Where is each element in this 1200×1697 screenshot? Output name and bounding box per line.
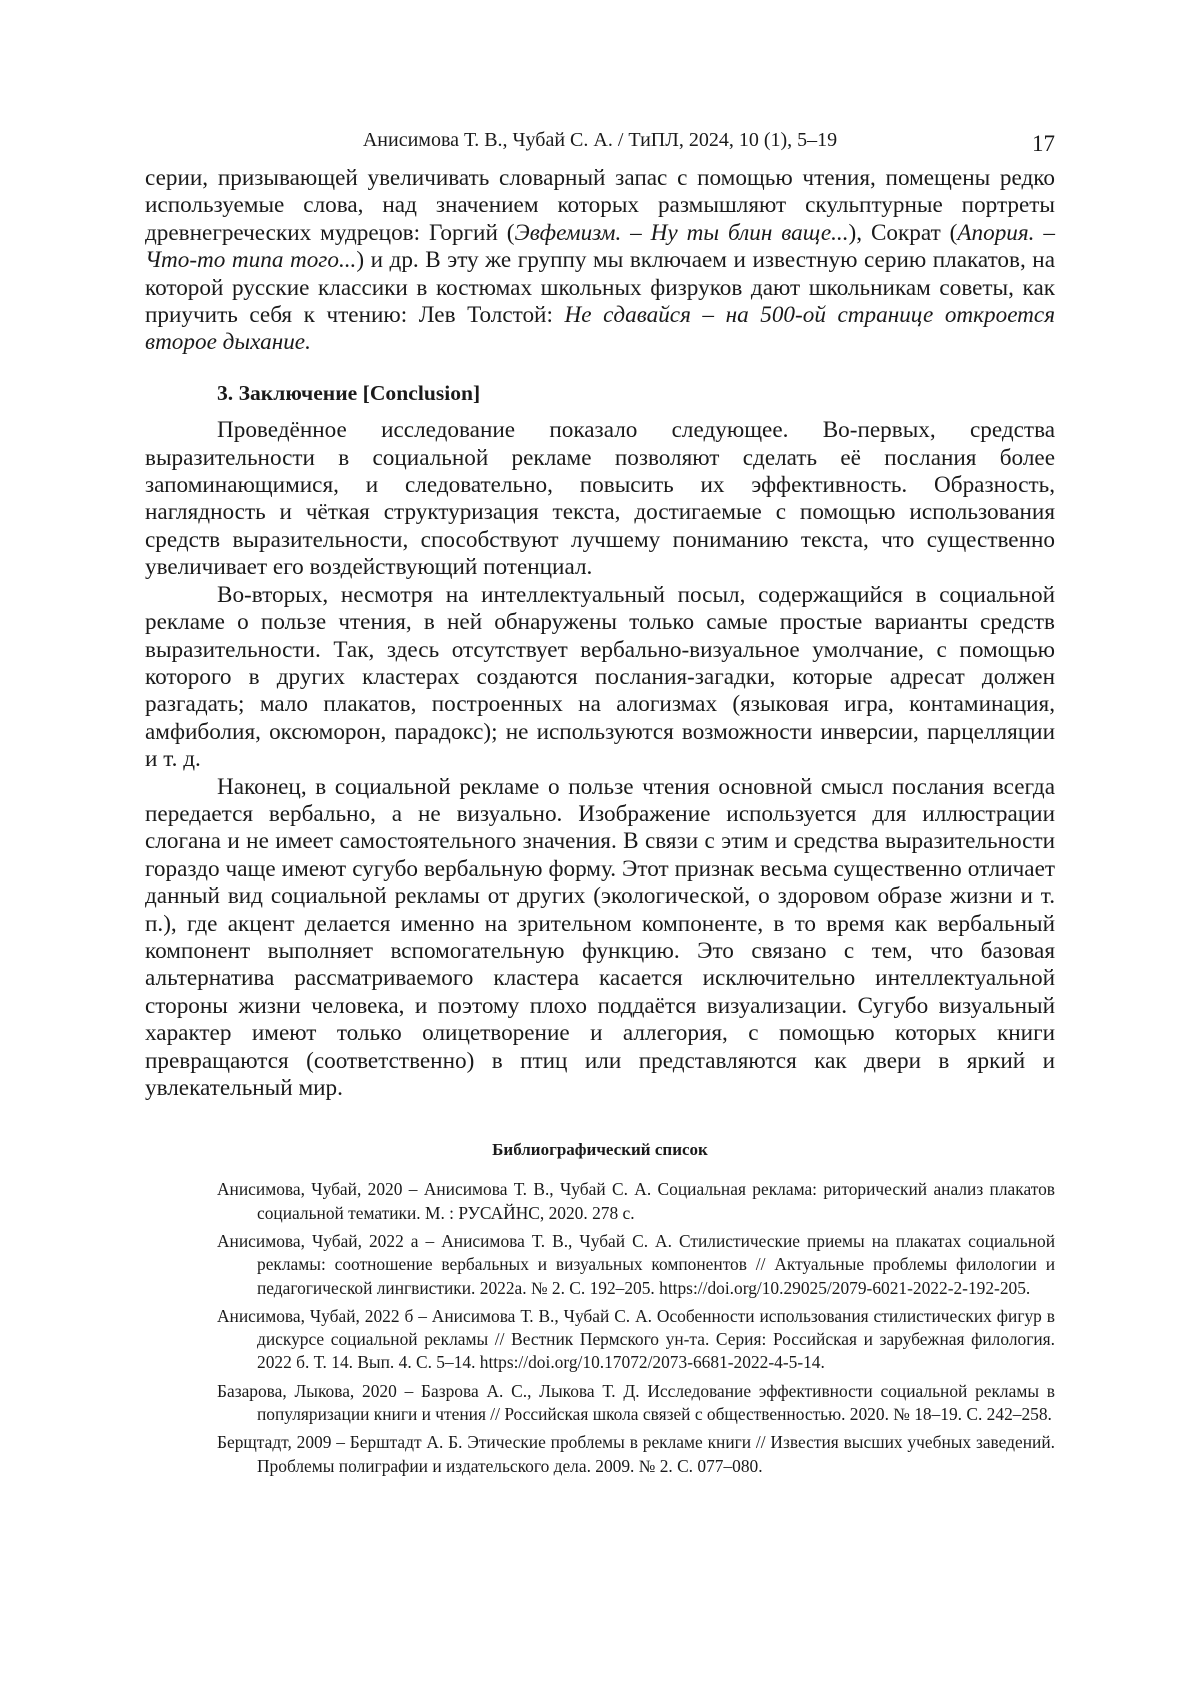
bibliography-heading: Библиографический список bbox=[145, 1140, 1055, 1160]
intro-italic-2: Апория. – Что-то типа того... bbox=[145, 220, 1055, 273]
intro-italic-1: Эвфемизм. – Ну ты блин ваще... bbox=[515, 220, 849, 246]
running-head bbox=[145, 125, 1055, 165]
reference-item: Анисимова, Чубай, 2022 а – Анисимова Т. В., Чубай С. А. Стилистические приемы на плакатах социальной рекламы: соотношение вербальных и визуальных компонентов // Актуальные проблемы филологии и педагогической лингвистики. 2022а. № 2. С. 192–205. https://doi.org/10.29025/2079-6021-2022-2-192-205. bbox=[217, 1230, 1055, 1300]
reference-item: Анисимова, Чубай, 2020 – Анисимова Т. В., Чубай С. А. Социальная реклама: риторический анализ плакатов социальной тематики. М. : РУСАЙНС, 2020. 278 с. bbox=[217, 1178, 1055, 1225]
conclusion-paragraph-1: Проведённое исследование показало следующее. Во-первых, средства выразительности в социальной рекламе позволяют сделать её послания более запоминающимися, и следовательно, повысить их эффективность. Образность, наглядность и чёткая структуризация текста, достигаемые с помощью использования средств выразительности, способствуют лучшему пониманию текста, что существенно увеличивает его воздействующий потенциал. bbox=[145, 417, 1055, 581]
running-title: Анисимова Т. В., Чубай С. А. / ТиПЛ, 2024, 10 (1), 5–19 bbox=[145, 129, 1055, 152]
reference-item: Берщтадт, 2009 – Берштадт А. Б. Этические проблемы в рекламе книги // Известия высших учебных заведений. Проблемы полиграфии и издательского дела. 2009. № 2. С. 077–080. bbox=[217, 1431, 1055, 1478]
reference-list bbox=[145, 1178, 1055, 1478]
conclusion-paragraph-2: Во-вторых, несмотря на интеллектуальный посыл, содержащийся в социальной рекламе о пользе чтения, в ней обнаружены только самые простые варианты средств выразительности. Так, здесь отсутствует вербально-визуальное умолчание, с помощью которого в других кластерах создаются послания-загадки, которые адресат должен разгадать; мало плакатов, построенных на алогизмах (языковая игра, контаминация, амфиболия, оксюморон, парадокс); не используются возможности инверсии, парцелляции и т. д. bbox=[145, 582, 1055, 774]
intro-paragraph bbox=[145, 165, 1055, 357]
section-heading: 3. Заключение [Conclusion] bbox=[217, 380, 1055, 407]
page bbox=[145, 125, 1055, 1665]
page-number: 17 bbox=[1032, 131, 1055, 157]
reference-item: Базарова, Лыкова, 2020 – Базрова А. С., Лыкова Т. Д. Исследование эффективности социальной рекламы в популяризации книги и чтения // Российская школа связей с общественностью. 2020. № 18–19. С. 242–258. bbox=[217, 1380, 1055, 1427]
intro-text-2: ), Сократ ( bbox=[849, 220, 958, 246]
intro-text-1: серии, призывающей увеличивать словарный запас с помощью чтения, помещены редко используемые слова, над значением которых размышляют скульптурные портреты древнегреческих мудрецов: Горгий ( bbox=[145, 165, 1055, 246]
main-text bbox=[145, 165, 1055, 1102]
conclusion-paragraph-3: Наконец, в социальной рекламе о пользе чтения основной смысл послания всегда передается вербально, а не визуально. Изображение используется для иллюстрации слогана и не имеет самостоятельного значения. В связи с этим и средства выразительности гораздо чаще имеют сугубо вербальную форму. Этот признак весьма существенно отличает данный вид социальной рекламы от других (экологической, о здоровом образе жизни и т. п.), где акцент делается именно на зрительном компоненте, в то время как вербальный компонент выполняет вспомогательную функцию. Это связано с тем, что базовая альтернатива рассматриваемого кластера касается исключительно интеллектуальной стороны жизни человека, и поэтому плохо поддаётся визуализации. Сугубо визуальный характер имеют только олицетворение и аллегория, с помощью которых книги превращаются (соответственно) в птиц или представляются как двери в яркий и увлекательный мир. bbox=[145, 774, 1055, 1103]
intro-italic-3: Не сдавайся – на 500-ой странице откроется второе дыхание. bbox=[145, 302, 1055, 355]
intro-text-3: ) и др. В эту же группу мы включаем и известную серию плакатов, на которой русские классики в костюмах школьных физруков дают школьникам советы, как приучить себя к чтению: Лев Толстой: bbox=[145, 247, 1055, 328]
reference-item: Анисимова, Чубай, 2022 б – Анисимова Т. В., Чубай С. А. Особенности использования стилистических фигур в дискурсе социальной рекламы // Вестник Пермского ун-та. Серия: Российская и зарубежная филология. 2022 б. Т. 14. Вып. 4. С. 5–14. https://doi.org/10.17072/2073-6681-2022-4-5-14. bbox=[217, 1305, 1055, 1375]
